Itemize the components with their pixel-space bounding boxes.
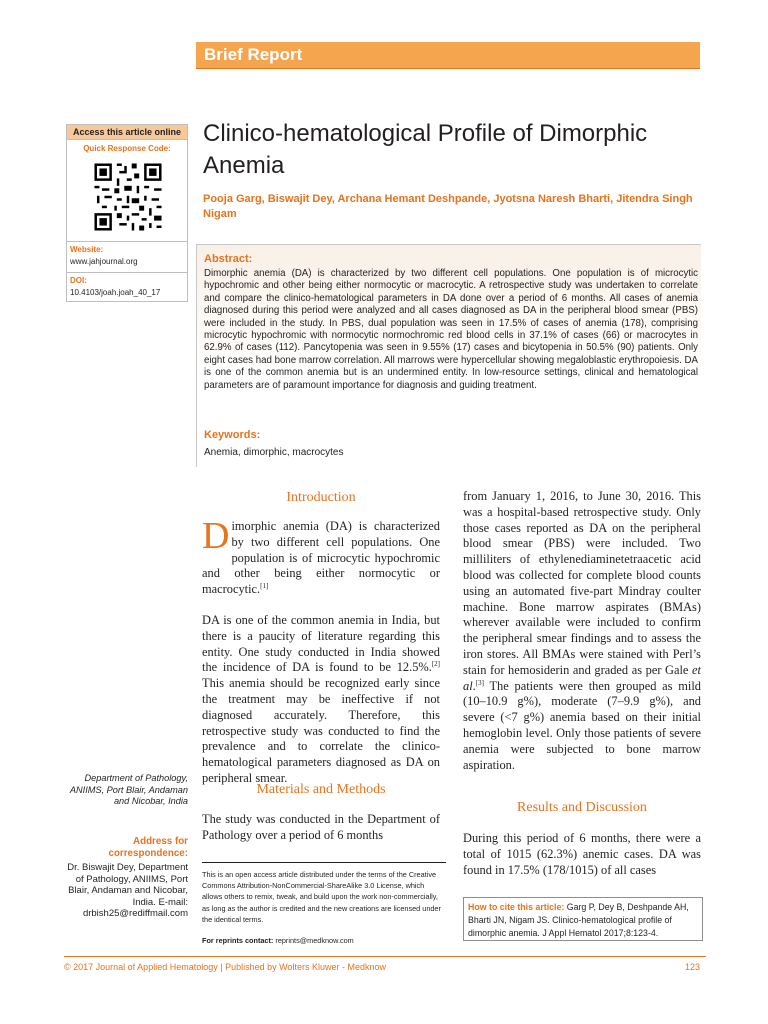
text-span: from January 1, 2016, to June 30, 2016. This was a hospital-based retrospective study. Only those cases reported as DA on the peripheral blood smear (PBS) were included. Two milliliters of ethylenediaminetetraacetic acid blood was collected for complete blood counts using an automated five-part Mindray coulter machine. Bone marrow aspirates (BMAs) wherever available were included to confirm the peripheral smear findings and to assess the iron stores. All BMAs were stained with Perl’s stain for hemosiderin and graded as per Gale bbox=[463, 489, 701, 677]
abstract-text: Dimorphic anemia (DA) is characterized by two different cell populations. One population is of microcytic hypochromic and other being either normocytic or macrocytic. A retrospective study was undertaken to correlate and compare the clinico-hematological parameters in DA done over a period of 6 months. All cases of anemia diagnosed during this period were analyzed and all cases diagnosed as DA in the peripheral blood smear (PBS) were included in the study. In PBS, dual population was seen in 17.5% of cases of anemia (178), comprising microcytic hypochromic with normocytic normochromic red blood cells in 37.1% of cases (66) or macrocytes in 62.9% of cases (112). Pancytopenia was seen in 9.55% (17) cases and bicytopenia in 50.5% (90) patients. Only eight cases had bone marrow correlation. All marrows were hypercellular showing megaloblastic erythropoiesis. DA is one of the common anemia but is an undermined entity. In low-resource settings, clinical and hematological parameters are of paramount importance for diagnosis and guiding treatment. bbox=[204, 268, 698, 391]
access-article-box bbox=[66, 124, 188, 302]
results-body bbox=[463, 831, 701, 878]
correspondence-heading: Address for correspondence: bbox=[108, 836, 188, 859]
methods-heading: Materials and Methods bbox=[256, 782, 386, 797]
text-span: This anemia should be recognized early since the treatment may be ineffective if not diagnosed accurately. Therefore, this retrospective study was conducted to find the prevalence and to correlate the clinico-hematological parameters diagnosed as DA on peripheral smear. bbox=[202, 676, 440, 785]
citation-ref[interactable]: [3] bbox=[475, 678, 484, 687]
cite-text: Garg P, Dey B, Deshpande AH, Bharti JN, Nigam JS. Clinico-hematological profile of dimorphic anemia. J Appl Hematol 2017;8:123-4. bbox=[468, 902, 689, 938]
footer-copyright: © 2017 Journal of Applied Hematology | Published by Wolters Kluwer - Medknow bbox=[64, 962, 386, 972]
citation-ref[interactable]: [2] bbox=[431, 660, 440, 669]
methods-paragraph: The study was conducted in the Department of Pathology over a period of 6 months bbox=[202, 812, 440, 842]
text-span: . bbox=[472, 678, 476, 693]
abstract-heading: Abstract: bbox=[204, 253, 253, 265]
reprints-label: For reprints contact: bbox=[202, 936, 274, 945]
results-paragraph: During this period of 6 months, there were a total of 1015 (62.3%) anemic cases. DA was found in 17.5% (178/1015) of all cases bbox=[463, 831, 701, 877]
introduction-body bbox=[202, 515, 440, 787]
access-box-heading: Access this article online bbox=[67, 125, 187, 140]
divider bbox=[67, 241, 187, 242]
text-span: et al bbox=[463, 662, 701, 693]
methods-paragraph bbox=[463, 489, 701, 773]
qr-code-icon[interactable] bbox=[92, 161, 164, 233]
keywords-text: Anemia, dimorphic, macrocytes bbox=[204, 447, 344, 458]
text-span: The patients were then grouped as mild (10–10.9 g%), moderate (7–9.9 g%), and severe (<7 g%) anemia based on their initial hemoglobin level. Only those patients of severe anemia were subjected to bone marrow aspiration. bbox=[463, 678, 701, 772]
footer-divider bbox=[64, 956, 706, 957]
website-link[interactable]: www.jahjournal.org bbox=[70, 257, 138, 266]
text-span: imorphic anemia (DA) is characterized by two different cell populations. One population is of microcytic hypochromic and other being either normocytic or macrocytic. bbox=[202, 519, 440, 597]
doi-value[interactable]: 10.4103/joah.joah_40_17 bbox=[70, 288, 161, 297]
article-type-banner bbox=[196, 42, 700, 69]
correspondence-body: Dr. Biswajit Dey, Department of Pathology, ANIIMS, Port Blair, Andaman and Nicobar, India. E-mail: drbish25@rediffmail.com bbox=[67, 862, 188, 919]
results-heading: Results and Discussion bbox=[517, 800, 647, 815]
divider bbox=[67, 272, 187, 273]
qr-code-label: Quick Response Code: bbox=[83, 144, 171, 153]
author-list: Pooja Garg, Biswajit Dey, Archana Hemant Deshpande, Jyotsna Naresh Bharti, Jitendra Singh Nigam bbox=[203, 193, 693, 220]
methods-body bbox=[202, 812, 440, 844]
website-label: Website: bbox=[70, 245, 104, 254]
article-title: Clinico-hematological Profile of Dimorphic Anemia bbox=[203, 120, 648, 179]
citation-ref[interactable]: [1] bbox=[260, 582, 269, 591]
reprints-email[interactable]: reprints@medknow.com bbox=[273, 936, 354, 945]
open-access-note: This is an open access article distributed under the terms of the Creative Commons Attribution-NonCommercial-ShareAlike 3.0 License, which allows others to remix, tweak, and build upon the work non-commercially, as long as the author is credited and the new creations are licensed under the identical terms. bbox=[202, 862, 446, 925]
doi-label: DOI: bbox=[70, 276, 87, 285]
article-type-label: Brief Report bbox=[204, 45, 303, 64]
introduction-paragraph bbox=[202, 613, 440, 787]
page-number: 123 bbox=[684, 962, 700, 972]
drop-cap: D bbox=[202, 515, 230, 557]
keywords-heading: Keywords: bbox=[204, 429, 261, 441]
introduction-heading: Introduction bbox=[286, 490, 356, 505]
reprints-contact bbox=[202, 936, 354, 945]
methods-continued-body bbox=[463, 489, 701, 773]
affiliation: Department of Pathology, ANIIMS, Port Blair, Andaman and Nicobar, India bbox=[69, 773, 188, 807]
cite-label: How to cite this article: bbox=[468, 902, 565, 912]
text-span: DA is one of the common anemia in India, but there is a paucity of literature regarding this entity. One study conducted in India showed the incidence of DA is found to be 12.5%. bbox=[202, 612, 440, 675]
abstract-box bbox=[196, 244, 701, 467]
introduction-paragraph bbox=[202, 515, 440, 598]
how-to-cite-box bbox=[463, 897, 703, 941]
